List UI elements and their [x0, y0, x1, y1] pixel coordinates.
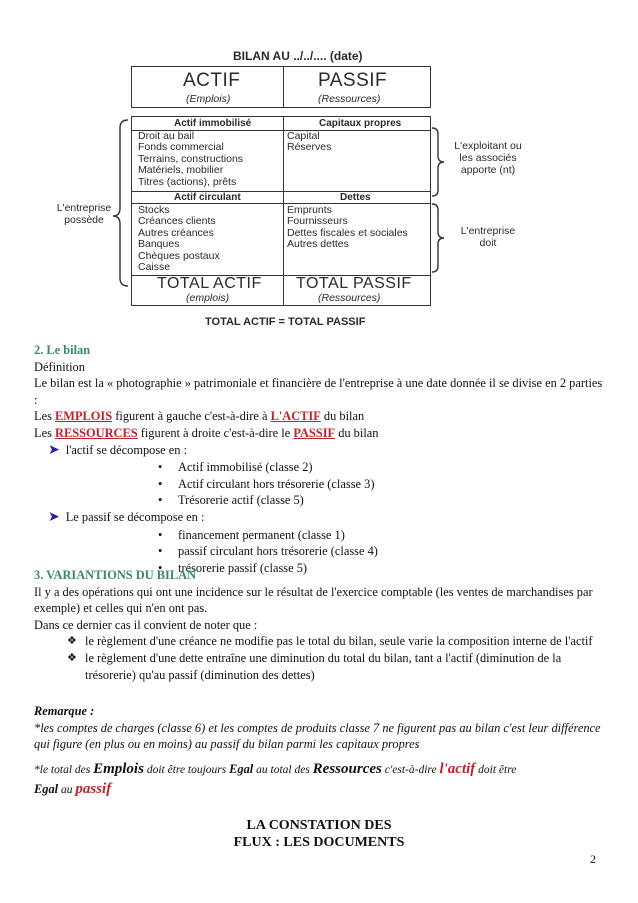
paragraph: Il y a des opérations qui ont une incidence sur le résultat de l'exercice comptable (les ventes de marchandises par exemple) et celles qui n'en ont pas.: [34, 584, 593, 616]
list-item: • passif circulant hors trésorerie (classe 4): [158, 543, 604, 560]
actif-subtitle: (Emplois): [186, 93, 231, 105]
list-item: Créances clients: [138, 215, 216, 228]
emplois-word: Emplois: [93, 761, 144, 777]
total-actif-sub: (emplois): [186, 292, 230, 304]
capitaux-list: [287, 131, 331, 154]
actif-title: ACTIF: [183, 70, 241, 91]
ressources-line: Les RESSOURCES figurent à droite c'est-à-dire le PASSIF du bilan: [34, 425, 379, 440]
list-item: Terrains, constructions: [138, 152, 244, 165]
passif-word: PASSIF: [293, 425, 336, 440]
passif-word: passif: [75, 781, 112, 797]
actif-word: l'actif: [439, 761, 476, 777]
list-item: Matériels, mobilier: [138, 164, 224, 177]
capitaux-propres-header: Capitaux propres: [319, 118, 402, 129]
remarque-label: Remarque :: [34, 704, 95, 718]
closing-title: LA CONSTATION DES FLUX : LES DOCUMENTS: [233, 818, 405, 850]
arrow-icon: ➤: [48, 509, 60, 525]
actif-immobilise-header: Actif immobilisé: [174, 118, 252, 129]
section-heading: 2. Le bilan: [34, 343, 91, 357]
list-item: Capital: [287, 130, 320, 142]
total-passif: TOTAL PASSIF: [296, 275, 412, 292]
list-item: ❖ le règlement d'une créance ne modifie pas le total du bilan, seule varie la composition interne de l'actif: [67, 633, 604, 650]
list-item: • Actif immobilisé (classe 2): [158, 459, 604, 476]
list-item: • Actif circulant hors trésorerie (classe 3): [158, 476, 604, 493]
remarque-total: *le total des Emplois doit être toujours Egal au total des Ressources c'est-à-dire l'actif doit être Egal au passif: [34, 761, 517, 797]
ressources-word: RESSOURCES: [55, 425, 138, 440]
actif-circulant-header: Actif circulant: [174, 192, 241, 203]
list-item: Dettes fiscales et sociales: [287, 226, 408, 239]
emplois-line: Les EMPLOIS figurent à gauche c'est-à-dire à L'ACTIF du bilan: [34, 409, 365, 424]
list-item: Autres dettes: [287, 238, 349, 251]
section-bilan: [34, 342, 604, 576]
list-item: Stocks: [138, 204, 170, 216]
definition-text: Le bilan est la « photographie » patrimoniale et financière de l'entreprise à une date donnée il se divise en 2 parties :: [34, 376, 603, 407]
list-item: Réserves: [287, 141, 332, 154]
list-item: Titres (actions), prêts: [138, 175, 237, 188]
paragraph: Dans ce dernier cas il convient de noter que :: [34, 617, 258, 632]
list-item: Chèques postaux: [138, 249, 220, 262]
list-item: Banques: [138, 238, 180, 251]
page-number: 2: [590, 852, 596, 866]
section-variations: [34, 567, 604, 683]
list-item: • Trésorerie actif (classe 5): [158, 492, 604, 509]
list-item: Caisse: [138, 261, 171, 274]
ressources-word: Ressources: [312, 761, 382, 777]
variation-list: [34, 633, 604, 683]
list-item: Emprunts: [287, 204, 332, 216]
total-actif: TOTAL ACTIF: [157, 275, 262, 292]
list-item: Autres créances: [138, 226, 214, 239]
actif-word: L'ACTIF: [270, 409, 321, 424]
passif-title: PASSIF: [318, 70, 388, 91]
actif-immobilise-list: [138, 131, 243, 188]
arrow-icon: ➤: [48, 442, 60, 458]
list-item: • trésorerie passif (classe 5): [158, 560, 604, 577]
definition-label: Définition: [34, 359, 85, 374]
bilan-diagram: [0, 0, 638, 340]
total-passif-sub: (Ressources): [318, 292, 381, 304]
passif-subtitle: (Ressources): [318, 93, 381, 105]
right-label-capitaux: L'exploitant ou les associés apporte (nt): [454, 140, 522, 176]
dettes-header: Dettes: [340, 192, 371, 203]
list-item: Fonds commercial: [138, 141, 224, 154]
section-heading: 3. VARIANTIONS DU BILAN: [34, 568, 197, 582]
passif-decompose: ➤ Le passif se décompose en :: [48, 509, 205, 525]
actif-circulant-list: [138, 205, 220, 273]
dettes-list: [287, 205, 408, 251]
list-item: Droit au bail: [138, 130, 195, 142]
list-item: • financement permanent (classe 1): [158, 527, 604, 544]
equation: TOTAL ACTIF = TOTAL PASSIF: [205, 316, 366, 328]
list-item: ❖ le règlement d'une dette entraîne une diminution du total du bilan, tant a l'actif (diminution de la trésorerie) qu'au passif (diminution des dettes): [67, 650, 604, 683]
diagram-title: BILAN AU ../../.... (date): [233, 49, 363, 63]
left-label: L'entreprise possède: [56, 202, 112, 226]
remarque-section: [34, 703, 604, 753]
list-item: Fournisseurs: [287, 215, 348, 228]
emplois-word: EMPLOIS: [55, 409, 113, 424]
actif-list: [34, 459, 604, 509]
remarque-text: *les comptes de charges (classe 6) et les comptes de produits classe 7 ne figurent pas au bilan c'est leur différence qui figure (en plus ou en moins) au passif du bilan parmi les capitaux propres: [34, 720, 601, 752]
right-label-dettes: L'entreprise doit: [460, 225, 516, 249]
actif-decompose: ➤ l'actif se décompose en :: [48, 442, 188, 458]
